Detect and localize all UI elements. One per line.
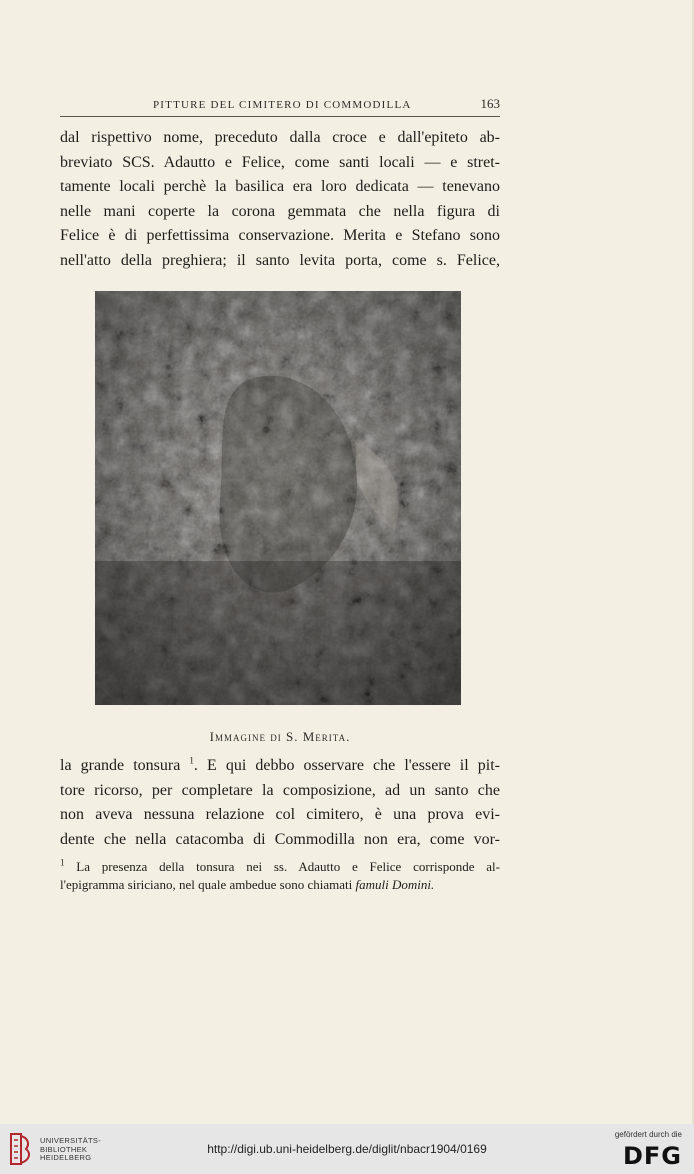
- text-line: dente che nella catacomba di Commodilla non era, come vor-: [60, 830, 500, 848]
- footnote: [60, 858, 500, 894]
- text-line: non aveva nessuna relazione col cimitero, è una prova evi-: [60, 806, 500, 823]
- fresco-image: [95, 291, 461, 705]
- fresco-photograph: [95, 291, 461, 705]
- body-text-top: [60, 126, 500, 273]
- funding-note: gefördert durch die: [614, 1130, 682, 1139]
- page-url-link[interactable]: http://digi.ub.uni-heidelberg.de/diglit/nbacr1904/0169: [207, 1142, 487, 1156]
- text-line: breviato SCS. Adautto e Felice, come santi locali — e stret-: [60, 153, 500, 171]
- university-library-name: UNIVERSITÄTS- BIBLIOTHEK HEIDELBERG: [40, 1136, 101, 1162]
- footnote-line: l'epigramma siriciano, nel quale ambedue sono chiamati famuli Domini.: [60, 877, 435, 892]
- text-line: dal rispettivo nome, preceduto dalla croce e dall'epiteto ab-: [60, 129, 500, 146]
- figure-caption: Immagine di S. Merita.: [209, 729, 351, 744]
- text-line: Felice è di perfettissima conservazione. Merita e Stefano sono: [60, 227, 500, 244]
- body-text-bottom: [60, 754, 500, 852]
- text-line: nell'atto della preghiera; il santo levita porta, come s. Felice,: [60, 251, 500, 269]
- text-line: tamente locali perchè la basilica era loro dedicata — tenevano: [60, 178, 500, 195]
- running-head: [60, 96, 500, 117]
- text-line: tore ricorso, per completare la composizione, ad un santo che: [60, 781, 500, 799]
- running-title: PITTURE DEL CIMITERO DI COMMODILLA: [152, 99, 412, 111]
- footnote-line: $^1$ La presenza della tonsura nei ss. Adautto e Felice corrisponde al-: [60, 857, 500, 874]
- viewer-footer: [0, 1124, 694, 1174]
- dfg-logo: DFG: [622, 1142, 682, 1170]
- text-line: nelle mani coperte la corona gemmata che nella figura di: [60, 202, 500, 220]
- page-number: 163: [480, 96, 500, 111]
- text-line: la grande tonsura $^1$. E qui debbo osservare che l'essere il pit-: [60, 755, 500, 774]
